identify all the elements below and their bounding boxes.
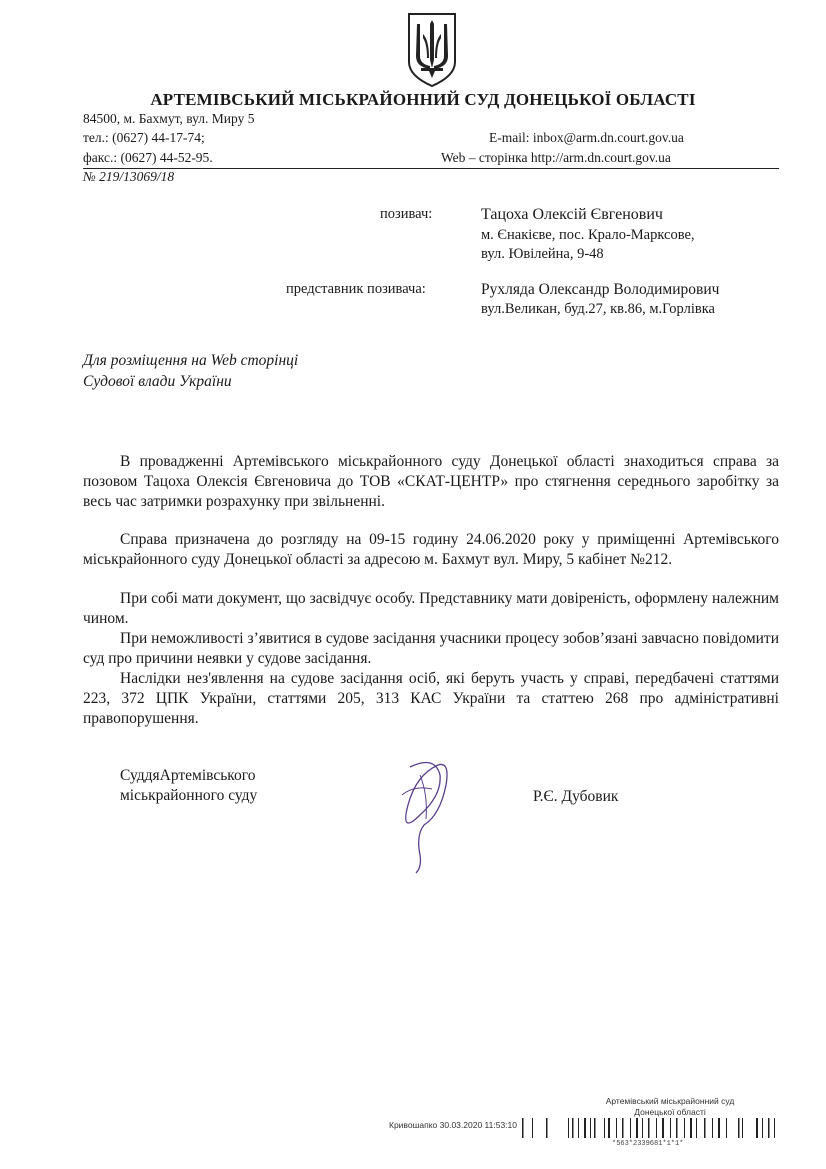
barcode-code: *563*2339681*1*1* <box>612 1140 684 1148</box>
court-address: 84500, м. Бахмут, вул. Миру 5 <box>83 111 255 126</box>
plaintiff-label: позивач: <box>380 206 433 222</box>
header-divider <box>83 168 779 169</box>
body-paragraph-2: Справа призначена до розгляду на 09-15 годину 24.06.2020 року у приміщенні Артемівського міськрайонного суду Донецької області за адресою м. Бахмут вул. Миру, 5 кабінет №212. <box>83 531 779 568</box>
judge-title <box>120 766 257 806</box>
registry-stamp-line2: Донецької області <box>634 1107 706 1117</box>
representative-address: вул.Великан, буд.27, кв.86, м.Горлівка <box>481 301 715 317</box>
plaintiff-address-line1: м. Єнакієве, пос. Крало-Марксове, <box>481 227 695 243</box>
body-paragraph-5: Наслідки нез'явлення на судове засідання осіб, які беруть участь у справі, передбачені статтями 223, 372 ЦПК України, статтями 205, 313 КАС України та статтею 268 про адміністративні правопорушення. <box>83 670 779 727</box>
judge-title-line2: міськрайонного суду <box>120 787 258 804</box>
representative-name: Рухляда Олександр Володимирович <box>481 281 720 298</box>
court-name-heading: АРТЕМІВСЬКИЙ МІСЬКРАЙОННИЙ СУД ДОНЕЦЬКОЇ ОБЛАСТІ <box>150 90 696 109</box>
body-paragraph-4: При неможливості з’явитися в судове засідання учасники процесу зобов’язані завчасно повідомити суд про причини неявки у судове засідання. <box>83 630 779 667</box>
court-web: Web – сторінка http://arm.dn.court.gov.ua <box>441 150 671 165</box>
judge-title-line1: СуддяАртемівського <box>120 767 256 784</box>
judge-name: Р.Є. Дубовик <box>533 788 619 805</box>
registry-stamp-line1: Артемівський міськрайонний суд <box>605 1096 735 1106</box>
web-note-line2: Судової влади України <box>83 373 232 390</box>
web-note-line1: Для розміщення на Web сторінці <box>83 352 299 369</box>
court-email: E-mail: inbox@arm.dn.court.gov.ua <box>489 130 684 145</box>
court-phone: тел.: (0627) 44-17-74; <box>83 130 205 145</box>
court-fax: факс.: (0627) 44-52-95. <box>83 150 213 165</box>
body-paragraph-3: При собі мати документ, що засвідчує особу. Представнику мати довіреність, оформлену належним чином. <box>83 590 779 627</box>
coat-of-arms-icon <box>403 10 461 88</box>
body-paragraph-1: В провадженні Артемівського міськрайонного суду Донецької області знаходиться справа за позовом Тацоха Олексія Євгеновича до ТОВ «СКАТ-ЦЕНТР» про стягнення середнього заробітку за весь час затримки розрахунку при звільненні. <box>83 453 779 510</box>
representative-label: представник позивача: <box>286 281 426 297</box>
web-publication-note <box>83 350 298 392</box>
barcode-icon <box>520 1114 780 1140</box>
clerk-timestamp: Кривошапко 30.03.2020 11:53:10 <box>389 1120 517 1130</box>
case-number: № 219/13069/18 <box>83 169 175 184</box>
handwritten-signature <box>380 755 470 875</box>
plaintiff-address-line2: вул. Ювілейна, 9-48 <box>481 246 604 262</box>
plaintiff-name: Тацоха Олексій Євгенович <box>481 206 663 223</box>
